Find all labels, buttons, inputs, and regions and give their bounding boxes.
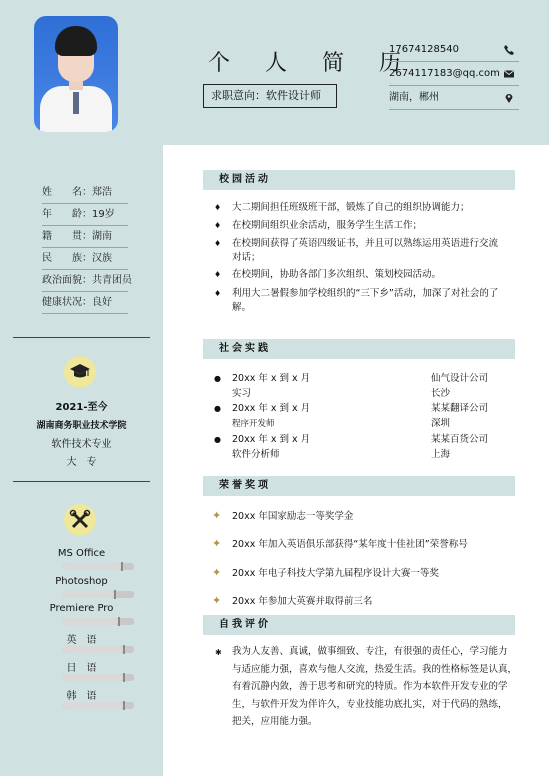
section-social: 社会实践 (203, 339, 515, 359)
skill-level-knob (118, 617, 120, 626)
bullet-icon: ● (214, 374, 221, 383)
bullet-icon: ● (214, 435, 221, 444)
tools-icon (69, 509, 91, 531)
skill-level-knob (123, 645, 125, 654)
skill-level-fill (62, 591, 114, 598)
phone-icon (503, 44, 515, 56)
self-eval-line: 与适应能力强，喜欢与他人交流，热爱生活。我的性格标签是认真， (232, 663, 518, 675)
phone-text: 17674128540 (389, 44, 459, 55)
info-ethnicity: 民 族：汉族 (42, 250, 128, 270)
skill-level-bar (62, 702, 134, 709)
skill-name: MS Office (57, 548, 106, 559)
practice-role: 实习 (232, 388, 252, 399)
skill-level-fill (62, 646, 123, 653)
profile-photo (34, 16, 118, 132)
skill-level-bar (62, 591, 134, 598)
self-eval-line: 把关，应用能力强。 (232, 716, 318, 727)
section-campus: 校园活动 (203, 170, 515, 190)
skill-name: 韩 语 (66, 691, 97, 702)
campus-item: 在校期间组织业余活动，服务学生生活工作； (232, 220, 423, 231)
self-eval-line: 生，与软件开发为伴许久，专业技能功底扎实，对于代码的熟练， (232, 698, 508, 710)
skill-level-knob (121, 562, 123, 571)
email-text: 2674117183@qq.com (389, 68, 500, 79)
skills-badge (64, 504, 96, 536)
bullet-icon: ● (214, 404, 221, 413)
skill-level-bar (62, 674, 134, 681)
skill-level-knob (123, 673, 125, 682)
education-period: 2021-至今 (55, 402, 108, 413)
honor-item: 20xx 年参加大英赛并取得前三名 (232, 596, 373, 607)
campus-item: 大二期间担任班级班干部，锻炼了自己的组织协调能力； (232, 202, 470, 213)
honor-item: 20xx 年电子科技大学第九届程序设计大赛一等奖 (232, 568, 439, 579)
info-name: 姓 名：郑浩 (42, 184, 128, 204)
bullet-icon: ♦ (214, 289, 222, 298)
skill-level-fill (62, 674, 123, 681)
practice-role: 程序开发师 (232, 419, 275, 429)
skill-level-bar (62, 618, 134, 625)
contact-phone (389, 40, 519, 62)
education-school: 湖南商务职业技术学院 (36, 421, 127, 431)
skill-level-knob (114, 590, 116, 599)
section-self: 自我评价 (203, 615, 515, 635)
campus-item: 在校期间，协助各部门多次组织、策划校园活动。 (232, 269, 442, 280)
self-eval-line: 我为人友善、真诚，做事细致、专注，有很强的责任心，学习能力 (232, 646, 508, 657)
info-age: 年 龄：19岁 (42, 206, 128, 226)
campus-item: 利用大二暑假参加学校组织的“三下乡”活动，加深了对社会的了解。 (232, 288, 499, 313)
page-title: 个 人 简 历 (208, 51, 415, 76)
practice-role: 软件分析师 (232, 449, 280, 460)
contact-email (389, 64, 519, 86)
location-icon (503, 92, 515, 104)
practice-city: 上海 (431, 449, 451, 460)
practice-company: 仙气设计公司 (431, 373, 489, 384)
location-text: 湖南，郴州 (389, 92, 439, 103)
education-major: 软件技术专业 (51, 439, 112, 450)
mail-icon (503, 68, 515, 80)
graduation-cap-icon (69, 361, 91, 383)
practice-company: 某某翻译公司 (431, 403, 489, 414)
divider (13, 481, 150, 482)
skill-name: Premiere Pro (49, 603, 114, 614)
star-icon: ✦ (212, 594, 222, 607)
bullet-icon: ♦ (214, 239, 222, 248)
practice-date: 20xx 年 x 到 x 月 (232, 434, 311, 445)
bullet-icon: ♦ (214, 203, 222, 212)
self-bullet: ✱ (215, 648, 222, 657)
education-badge (64, 356, 96, 388)
star-icon: ✦ (212, 566, 222, 579)
job-objective: 求职意向：软件设计师 (203, 84, 337, 108)
education-degree: 大 专 (66, 457, 97, 468)
skill-level-fill (62, 702, 123, 709)
practice-city: 长沙 (431, 388, 451, 399)
bullet-icon: ♦ (214, 221, 222, 230)
skill-name: 英 语 (66, 635, 97, 646)
bullet-icon: ♦ (214, 270, 222, 279)
skill-level-fill (62, 618, 118, 625)
info-health: 健康状况：良好 (42, 294, 128, 314)
skill-name: Photoshop (55, 576, 108, 587)
contact-location (389, 88, 519, 110)
self-eval-line: 有着沉静内敛，善于思考和研究的特质。作为本软件开发专业的学 (232, 681, 508, 692)
divider (13, 337, 150, 338)
practice-date: 20xx 年 x 到 x 月 (232, 373, 311, 384)
star-icon: ✦ (212, 537, 222, 550)
info-hometown: 籍 贯：湖南 (42, 228, 128, 248)
star-icon: ✦ (212, 509, 222, 522)
practice-date: 20xx 年 x 到 x 月 (232, 403, 311, 414)
practice-company: 某某百货公司 (431, 434, 489, 445)
skill-level-bar (62, 646, 134, 653)
section-honors: 荣誉奖项 (203, 476, 515, 496)
skill-level-bar (62, 563, 134, 570)
practice-city: 深圳 (431, 418, 451, 429)
campus-item: 在校期间获得了英语四级证书，并且可以熟练运用英语进行交流对话； (232, 238, 499, 263)
skill-level-knob (123, 701, 125, 710)
info-politics: 政治面貌：共青团员 (42, 272, 128, 292)
skill-name: 日 语 (66, 663, 97, 674)
honor-item: 20xx 年加入英语俱乐部获得“某年度十佳社团”荣誉称号 (232, 539, 468, 550)
skill-level-fill (62, 563, 121, 570)
honor-item: 20xx 年国家励志一等奖学金 (232, 511, 354, 522)
